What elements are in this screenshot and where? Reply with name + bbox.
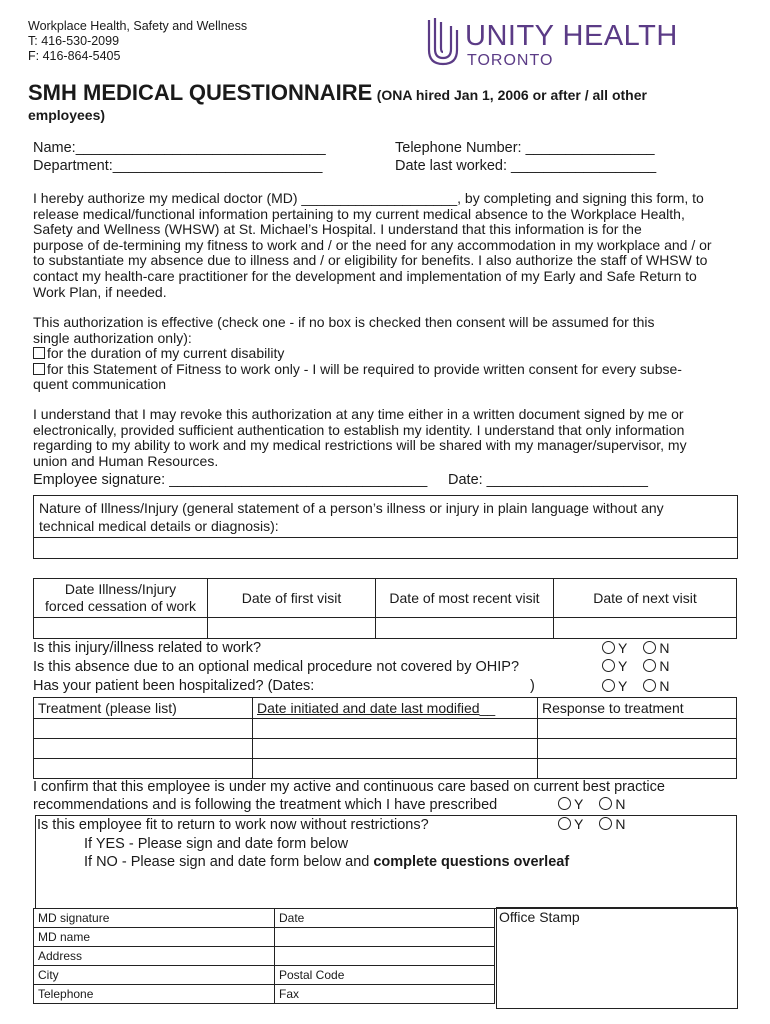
radio-yes[interactable] — [602, 659, 615, 672]
title-sub: (ONA hired Jan 1, 2006 or after / all other — [376, 87, 647, 103]
checkbox-duration[interactable] — [33, 347, 45, 359]
hospitalized-close: ) — [530, 678, 535, 694]
nature-input[interactable] — [34, 538, 737, 558]
auth-line: I hereby authorize my medical doctor (MD) ____________________, by completing and signing this form, to — [33, 190, 704, 206]
telephone-field[interactable]: Telephone Number: ________________ — [395, 140, 655, 156]
unity-health-logo — [425, 14, 685, 72]
authorization-paragraph — [33, 191, 741, 300]
department-field[interactable]: Department:__________________________ — [33, 158, 323, 174]
auth-line: contact my health-care practitioner for the development and implementation of my Early and Safe Return to — [33, 267, 697, 284]
no-label: N — [615, 796, 626, 812]
radio-yes[interactable] — [558, 797, 571, 810]
yn-hospitalized[interactable] — [602, 678, 669, 694]
radio-yes[interactable] — [558, 817, 571, 830]
yes-label: Y — [618, 658, 628, 674]
yes-label: Y — [574, 816, 584, 832]
md-postal-cell[interactable]: Postal Code — [275, 966, 495, 985]
radio-no[interactable] — [643, 659, 656, 672]
revoke-line: I understand that I may revoke this authorization at any time either in a written document signed by me or — [33, 406, 684, 422]
office-stamp-label: Office Stamp — [499, 909, 580, 925]
auth-line: release medical/functional information pertaining to my current medical absence to the Workplace Health, — [33, 205, 685, 222]
cell-treatment[interactable] — [34, 759, 253, 779]
logo-subtext: TORONTO — [467, 52, 554, 69]
date-last-worked-field[interactable]: Date last worked: __________________ — [395, 158, 657, 174]
department-fax: F: 416-864-5405 — [28, 49, 121, 63]
department-phone: T: 416-530-2099 — [28, 34, 120, 48]
page-title — [28, 80, 748, 106]
signature-date-field[interactable]: Date: ____________________ — [448, 472, 648, 488]
cell-first-visit[interactable] — [208, 618, 376, 639]
yn-work-related[interactable] — [602, 640, 669, 656]
yn-ohip[interactable] — [602, 658, 669, 674]
logo-mark-icon — [425, 16, 461, 68]
header-date-cessation: Date Illness/Injury forced cessation of work — [34, 579, 208, 618]
nature-label: Nature of Illness/Injury (general statement of a person’s illness or injury in plain language without any — [39, 500, 664, 516]
radio-no[interactable] — [643, 679, 656, 692]
treatment-table — [33, 697, 737, 779]
confirm-line: recommendations and is following the treatment which I have prescribed — [33, 797, 498, 813]
cell-next-visit[interactable] — [554, 618, 737, 639]
cell-response[interactable] — [538, 759, 737, 779]
fit-to-work-box — [35, 815, 737, 909]
yes-label: Y — [574, 796, 584, 812]
revoke-line: electronically, provided sufficient authentication to establish my identity. I understand that only information — [33, 421, 685, 438]
radio-yes[interactable] — [602, 641, 615, 654]
cell-recent-visit[interactable] — [376, 618, 554, 639]
md-signature-cell[interactable]: MD signature — [34, 909, 275, 928]
md-telephone-cell[interactable]: Telephone — [34, 985, 275, 1004]
cell-date[interactable] — [253, 739, 538, 759]
revoke-line: union and Human Resources. — [33, 452, 219, 469]
yes-label: Y — [618, 678, 628, 694]
visits-table — [33, 578, 737, 639]
option-duration-label: for the duration of my current disability — [47, 345, 285, 362]
radio-no[interactable] — [599, 797, 612, 810]
md-fax-cell[interactable]: Fax — [275, 985, 495, 1004]
no-label: N — [659, 678, 670, 694]
option-statement[interactable] — [33, 362, 741, 378]
option-statement-label: for this Statement of Fitness to work only - I will be required to provide written consent for every subse- — [47, 360, 682, 377]
yes-label: Y — [618, 640, 628, 656]
md-date-cell[interactable]: Date — [275, 909, 495, 928]
radio-yes[interactable] — [602, 679, 615, 692]
fit-no-instruction: If NO - Please sign and date form below and complete questions overleaf — [84, 854, 570, 870]
cell-date[interactable] — [253, 719, 538, 739]
employee-signature-field[interactable]: Employee signature: ________________________________ — [33, 472, 428, 488]
cell-response[interactable] — [538, 739, 737, 759]
cell-date[interactable] — [253, 759, 538, 779]
question-work-related: Is this injury/illness related to work? — [33, 640, 262, 656]
header-next-visit: Date of next visit — [554, 579, 737, 618]
department-contact — [28, 19, 247, 64]
office-stamp-box[interactable] — [496, 907, 738, 1009]
effective-line: single authorization only): — [33, 329, 192, 346]
option-statement-cont: quent communication — [33, 376, 167, 393]
nature-label-cont: technical medical details or diagnosis): — [39, 518, 279, 534]
effective-section — [33, 315, 741, 393]
revoke-line: regarding to my ability to work and my medical restrictions will be shared with my manager/supervisor, my — [33, 437, 687, 454]
question-hospitalized: Has your patient been hospitalized? (Dates: — [33, 678, 315, 694]
checkbox-statement[interactable] — [33, 363, 45, 375]
cell-date-cessation[interactable] — [34, 618, 208, 639]
title-main: SMH MEDICAL QUESTIONNAIRE — [28, 80, 373, 105]
cell-treatment[interactable] — [34, 719, 253, 739]
md-address-cell[interactable]: Address — [34, 947, 275, 966]
title-sub-continued: employees) — [28, 107, 106, 123]
header-treatment: Treatment (please list) — [34, 698, 253, 719]
yn-confirm[interactable] — [558, 796, 625, 812]
md-blank-cell[interactable] — [275, 928, 495, 947]
radio-no[interactable] — [599, 817, 612, 830]
radio-no[interactable] — [643, 641, 656, 654]
no-label: N — [659, 640, 670, 656]
yn-fit[interactable] — [558, 816, 625, 832]
revoke-paragraph — [33, 407, 741, 469]
header-response: Response to treatment — [538, 698, 737, 719]
header-recent-visit: Date of most recent visit — [376, 579, 554, 618]
confirm-line: I confirm that this employee is under my active and continuous care based on current best practice — [33, 779, 665, 795]
no-label: N — [659, 658, 670, 674]
cell-response[interactable] — [538, 719, 737, 739]
cell-treatment[interactable] — [34, 739, 253, 759]
auth-line: to substantiate my absence due to illness and / or eligibility for benefits. I also authorize the staff of WHSW to — [33, 252, 708, 269]
effective-line: This authorization is effective (check one - if no box is checked then consent will be assumed for this — [33, 314, 655, 330]
md-table — [33, 908, 495, 1004]
department-name: Workplace Health, Safety and Wellness — [28, 19, 248, 33]
option-duration[interactable] — [33, 346, 741, 362]
header-date-initiated: Date initiated and date last modified__ — [253, 698, 538, 719]
auth-line: Work Plan, if needed. — [33, 283, 167, 300]
question-ohip: Is this absence due to an optional medical procedure not covered by OHIP? — [33, 659, 520, 675]
md-blank-cell[interactable] — [275, 947, 495, 966]
auth-line: Safety and Wellness (WHSW) at St. Michael’s Hospital. I understand that this information is for the — [33, 221, 642, 238]
fit-yes-instruction: If YES - Please sign and date form below — [84, 836, 349, 852]
header-first-visit: Date of first visit — [208, 579, 376, 618]
fit-question: Is this employee fit to return to work now without restrictions? — [37, 817, 429, 833]
no-label: N — [615, 816, 626, 832]
md-name-cell[interactable]: MD name — [34, 928, 275, 947]
nature-of-illness-box — [33, 495, 738, 559]
auth-line: purpose of de-termining my fitness to work and / or the need for any accommodation in my workplace and / or — [33, 236, 712, 253]
name-field[interactable]: Name:_______________________________ — [33, 140, 326, 156]
logo-text: UNITY HEALTH — [465, 20, 678, 52]
md-city-cell[interactable]: City — [34, 966, 275, 985]
